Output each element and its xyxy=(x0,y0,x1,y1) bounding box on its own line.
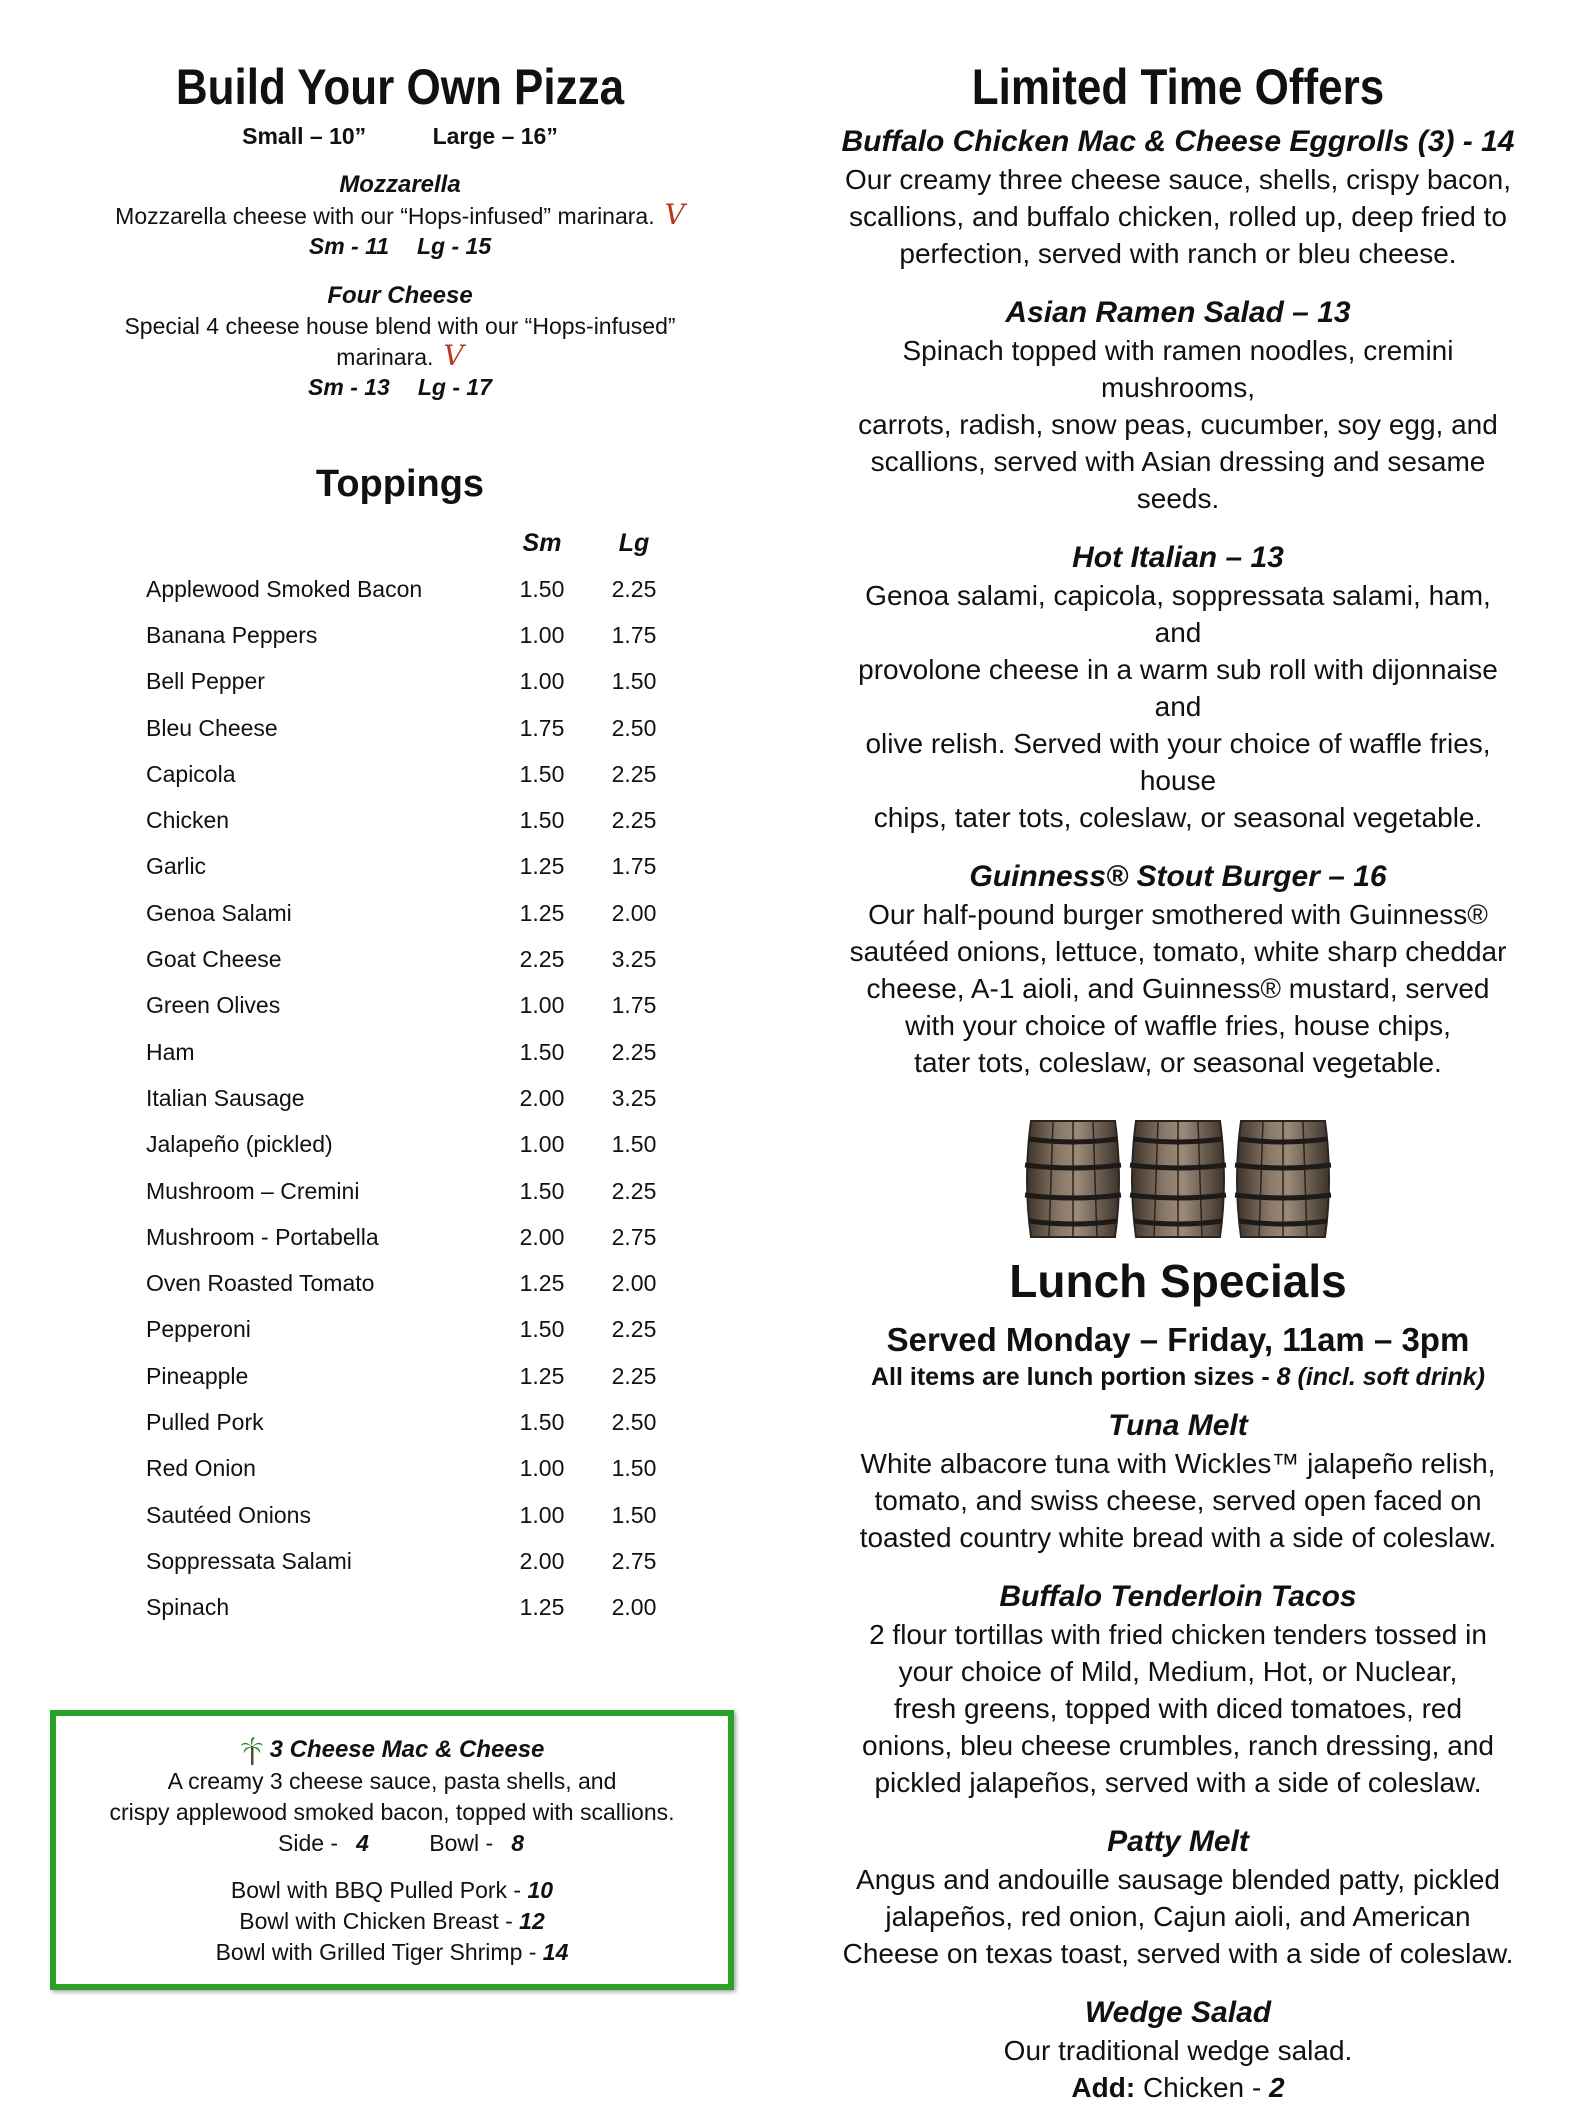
topping-name: Genoa Salami xyxy=(146,899,292,926)
mac-extra: Bowl with Chicken Breast - 12 xyxy=(239,1908,545,1934)
offer-name: Asian Ramen Salad – 13 xyxy=(1005,296,1351,329)
pizza-item xyxy=(60,281,740,402)
topping-price-lg: 2.25 xyxy=(611,1316,657,1343)
topping-price-sm: 2.00 xyxy=(519,1084,565,1111)
mac-desc-2: crispy applewood smoked bacon, topped with scallions. xyxy=(109,1799,675,1825)
topping-price-sm: 1.00 xyxy=(519,992,565,1019)
topping-price-lg: 2.75 xyxy=(611,1223,657,1250)
pizza-name: Mozzarella xyxy=(339,171,461,198)
topping-price-lg: 2.50 xyxy=(611,714,657,741)
price-large: Lg - 15 xyxy=(416,233,492,259)
topping-price-lg: 2.25 xyxy=(611,760,657,787)
topping-name: Capicola xyxy=(146,760,236,787)
topping-price-sm: 1.50 xyxy=(519,807,565,834)
topping-row xyxy=(146,1585,680,1631)
price-large: Lg - 17 xyxy=(417,374,492,400)
topping-price-lg: 2.25 xyxy=(611,1362,657,1389)
topping-row xyxy=(146,751,680,797)
topping-price-sm: 1.50 xyxy=(519,1408,565,1435)
topping-name: Spinach xyxy=(146,1594,230,1621)
topping-price-sm: 1.25 xyxy=(519,1594,565,1621)
topping-name: Goat Cheese xyxy=(146,946,282,973)
topping-row xyxy=(146,844,680,890)
lunch-item: Wedge Salad Our traditional wedge salad. Add: Chicken - 2 xyxy=(838,1994,1518,2106)
topping-name: Bell Pepper xyxy=(146,668,265,695)
topping-price-sm: 2.00 xyxy=(519,1547,565,1574)
mac-extra: Bowl with BBQ Pulled Pork - 10 xyxy=(230,1877,554,1903)
topping-price-sm: 1.75 xyxy=(519,714,565,741)
topping-name: Green Olives xyxy=(146,992,281,1019)
topping-row xyxy=(146,1075,680,1121)
topping-row xyxy=(146,612,680,658)
topping-name: Jalapeño (pickled) xyxy=(146,1131,333,1158)
pizza-desc: Special 4 cheese house blend with our “Hops-infused” marinara. xyxy=(124,313,676,370)
topping-name: Mushroom - Portabella xyxy=(146,1223,379,1250)
toppings-header-sm: Sm xyxy=(522,528,562,557)
topping-name: Banana Peppers xyxy=(146,621,318,648)
pizza-item xyxy=(60,170,740,261)
mac-title: 3 Cheese Mac & Cheese xyxy=(269,1736,545,1763)
topping-row xyxy=(146,566,680,612)
topping-name: Pineapple xyxy=(146,1362,249,1389)
topping-price-lg: 2.00 xyxy=(611,1594,657,1621)
palm-tree-icon xyxy=(240,1736,264,1766)
lunch-note: All items are lunch portion sizes - 8 (incl. soft drink) xyxy=(871,1363,1485,1391)
topping-price-sm: 1.00 xyxy=(519,1455,565,1482)
topping-price-lg: 1.50 xyxy=(611,668,657,695)
topping-price-lg: 2.00 xyxy=(611,1270,657,1297)
lunch-hours: Served Monday – Friday, 11am – 3pm xyxy=(886,1321,1470,1358)
topping-name: Ham xyxy=(146,1038,195,1065)
offer-name: Hot Italian – 13 xyxy=(1072,541,1284,574)
topping-price-sm: 1.00 xyxy=(519,1501,565,1528)
topping-price-lg: 1.50 xyxy=(611,1455,657,1482)
topping-row xyxy=(146,890,680,936)
price-small: Sm - 13 xyxy=(308,374,390,400)
lunch-item: Buffalo Tenderloin Tacos 2 flour tortillas with fried chicken tenders tossed in your choice of Mild, Medium, Hot, or Nuclear, fresh greens, topped with diced tomatoes, red onions, bleu cheese crumbles, ranch dressing, and pickled jalapeños, served with a side of coleslaw. xyxy=(838,1578,1518,1801)
lunch-item: Patty Melt Angus and andouille sausage blended patty, pickled jalapeños, red onion, Cajun aioli, and American Cheese on texas toast, served with a side of coleslaw. xyxy=(838,1823,1518,1972)
vegetarian-icon: V xyxy=(664,198,685,231)
topping-row xyxy=(146,936,680,982)
offer-name: Guinness® Stout Burger – 16 xyxy=(969,860,1387,893)
topping-row xyxy=(146,1029,680,1075)
topping-row xyxy=(146,1122,680,1168)
toppings-header-lg: Lg xyxy=(618,528,650,557)
topping-row xyxy=(146,1214,680,1260)
offer-item: Hot Italian – 13 Genoa salami, capicola, soppressata salami, ham, and provolone cheese in a warm sub roll with dijonnaise and olive relish. Served with your choice of waffle fries, house chips, tater tots, coleslaw, or seasonal vegetable. xyxy=(838,539,1518,836)
topping-name: Mushroom – Cremini xyxy=(146,1177,360,1204)
mac-desc-1: A creamy 3 cheese sauce, pasta shells, and xyxy=(167,1768,617,1794)
topping-name: Sautéed Onions xyxy=(146,1501,311,1528)
topping-price-sm: 1.25 xyxy=(519,899,565,926)
topping-price-lg: 2.50 xyxy=(611,1408,657,1435)
offer-item: Guinness® Stout Burger – 16 Our half-pound burger smothered with Guinness® sautéed onions, lettuce, tomato, white sharp cheddar cheese, A-1 aioli, and Guinness® mustard, served with your choice of waffle fries, house chips, tater tots, coleslaw, or seasonal vegetable. xyxy=(838,858,1518,1081)
topping-price-sm: 2.25 xyxy=(519,946,565,973)
pizza-title: Build Your Own Pizza xyxy=(175,59,625,115)
topping-price-lg: 1.75 xyxy=(611,992,657,1019)
topping-row xyxy=(146,983,680,1029)
topping-price-sm: 1.00 xyxy=(519,621,565,648)
pizza-name: Four Cheese xyxy=(327,282,473,309)
topping-price-sm: 1.00 xyxy=(519,668,565,695)
topping-price-lg: 1.50 xyxy=(611,1501,657,1528)
topping-price-lg: 1.75 xyxy=(611,853,657,880)
price-small: Sm - 11 xyxy=(308,233,389,259)
topping-price-sm: 1.25 xyxy=(519,1362,565,1389)
pizza-desc: Mozzarella cheese with our “Hops-infused” marinara. xyxy=(115,203,655,229)
topping-price-lg: 2.25 xyxy=(611,1177,657,1204)
topping-price-sm: 1.50 xyxy=(519,1316,565,1343)
topping-price-lg: 1.75 xyxy=(611,621,657,648)
vegetarian-icon: V xyxy=(443,339,464,372)
barrels-icon xyxy=(838,1109,1518,1249)
topping-name: Chicken xyxy=(146,807,230,834)
lunch-title: Lunch Specials xyxy=(1009,1255,1347,1307)
topping-price-lg: 2.25 xyxy=(611,807,657,834)
offer-item: Asian Ramen Salad – 13 Spinach topped with ramen noodles, cremini mushrooms, carrots, radish, snow peas, cucumber, soy egg, and scallions, served with Asian dressing and sesame seeds. xyxy=(838,294,1518,517)
topping-price-sm: 1.00 xyxy=(519,1131,565,1158)
size-small: Small – 10” xyxy=(242,123,367,149)
topping-name: Pepperoni xyxy=(146,1316,251,1343)
topping-row xyxy=(146,1538,680,1584)
pizza-column xyxy=(60,55,740,1631)
topping-price-sm: 1.50 xyxy=(519,575,565,602)
topping-price-lg: 2.25 xyxy=(611,575,657,602)
lunch-item: Tuna Melt White albacore tuna with Wickles™ jalapeño relish, tomato, and swiss cheese, served open faced on toasted country white bread with a side of coleslaw. xyxy=(838,1407,1518,1556)
offer-name: Buffalo Chicken Mac & Cheese Eggrolls (3) - 14 xyxy=(841,125,1515,158)
topping-name: Applewood Smoked Bacon xyxy=(146,575,423,602)
topping-row xyxy=(146,1492,680,1538)
topping-price-sm: 1.25 xyxy=(519,1270,565,1297)
topping-price-sm: 1.50 xyxy=(519,1177,565,1204)
mac-bowl: Bowl -8 xyxy=(429,1830,524,1856)
topping-row xyxy=(146,1399,680,1445)
topping-price-sm: 1.50 xyxy=(519,760,565,787)
topping-name: Garlic xyxy=(146,853,207,880)
topping-price-lg: 1.50 xyxy=(611,1131,657,1158)
pizza-sizes xyxy=(60,123,740,150)
topping-name: Italian Sausage xyxy=(146,1084,305,1111)
offer-item: Buffalo Chicken Mac & Cheese Eggrolls (3) - 14 Our creamy three cheese sauce, shells, crispy bacon, scallions, and buffalo chicken, rolled up, deep fried to perfection, served with ranch or bleu cheese. xyxy=(838,123,1518,272)
mac-and-cheese-box xyxy=(50,1710,734,1990)
topping-row xyxy=(146,1260,680,1306)
lunch-item-name: Wedge Salad xyxy=(1084,1996,1272,2029)
topping-price-lg: 3.25 xyxy=(611,946,657,973)
topping-price-sm: 2.00 xyxy=(519,1223,565,1250)
lunch-item-name: Tuna Melt xyxy=(1108,1409,1248,1442)
toppings-title: Toppings xyxy=(315,463,485,505)
offers-title: Limited Time Offers xyxy=(971,59,1385,115)
topping-price-lg: 3.25 xyxy=(611,1084,657,1111)
topping-row xyxy=(146,1168,680,1214)
topping-price-lg: 2.00 xyxy=(611,899,657,926)
topping-name: Red Onion xyxy=(146,1455,256,1482)
lunch-item-name: Patty Melt xyxy=(1107,1825,1249,1858)
topping-name: Pulled Pork xyxy=(146,1408,264,1435)
toppings-table xyxy=(146,520,680,1631)
topping-price-sm: 1.25 xyxy=(519,853,565,880)
topping-name: Oven Roasted Tomato xyxy=(146,1270,375,1297)
topping-row xyxy=(146,705,680,751)
topping-row xyxy=(146,1446,680,1492)
topping-name: Bleu Cheese xyxy=(146,714,278,741)
topping-price-sm: 1.50 xyxy=(519,1038,565,1065)
mac-extra: Bowl with Grilled Tiger Shrimp - 14 xyxy=(215,1939,569,1965)
topping-row xyxy=(146,659,680,705)
topping-row xyxy=(146,797,680,843)
size-large: Large – 16” xyxy=(432,123,558,149)
topping-name: Soppressata Salami xyxy=(146,1547,352,1574)
topping-row xyxy=(146,1307,680,1353)
lunch-item-name: Buffalo Tenderloin Tacos xyxy=(999,1580,1357,1613)
topping-price-lg: 2.25 xyxy=(611,1038,657,1065)
topping-price-lg: 2.75 xyxy=(611,1547,657,1574)
mac-side: Side -4 xyxy=(278,1830,369,1856)
topping-row xyxy=(146,1353,680,1399)
specials-column xyxy=(838,55,1518,2106)
wedge-add-line: Add: Chicken - 2 xyxy=(1071,2072,1285,2103)
